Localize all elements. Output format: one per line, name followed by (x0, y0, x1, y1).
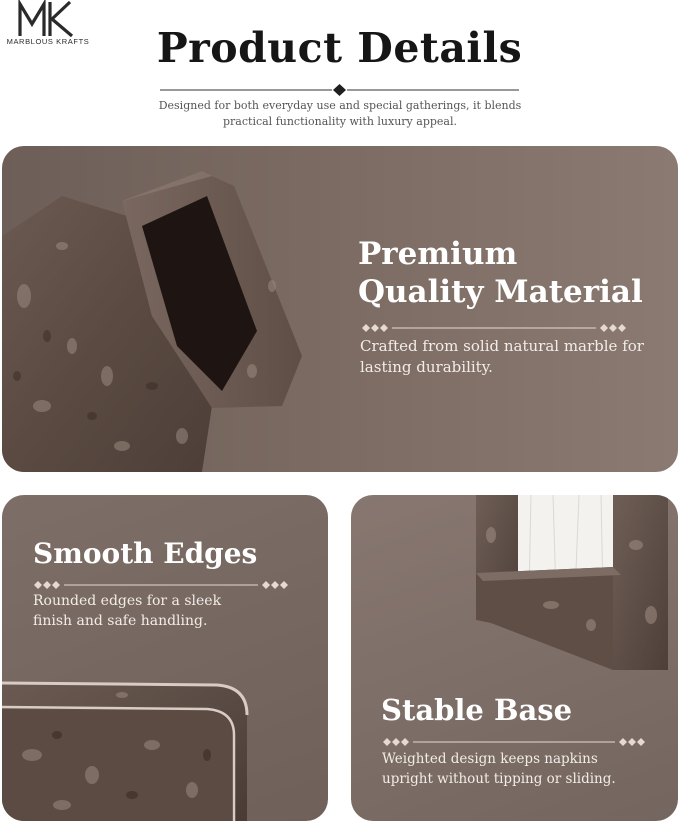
feature-heading-stable-base: Stable Base (381, 693, 573, 727)
feature-heading-line1: Premium (358, 236, 518, 272)
feature-divider (362, 324, 626, 332)
feature-heading-smooth-edges: Smooth Edges (33, 537, 258, 570)
feature-card-stable-base (351, 495, 678, 821)
feature-card-premium-material (2, 146, 678, 472)
marble-edge-image (2, 675, 328, 821)
feature-card-smooth-edges (2, 495, 328, 821)
feature-description-premium: Crafted from solid natural marble for lasting durability. (360, 337, 644, 376)
marble-napkin-holder-image (461, 495, 678, 675)
page-title: Product Details (156, 24, 523, 72)
feature-heading-premium (358, 236, 643, 312)
feature-heading-line2: Quality Material (358, 273, 643, 310)
brand-name: MARBLOUS KRAFTS (6, 37, 90, 46)
feature-divider (383, 738, 645, 746)
feature-description-smooth-edges: Rounded edges for a sleek finish and safe handling. (33, 593, 222, 629)
feature-description-stable-base: Weighted design keeps napkins upright without tipping or sliding. (382, 751, 616, 787)
title-divider (160, 84, 519, 96)
marble-holder-image (2, 146, 322, 472)
feature-divider (34, 581, 288, 589)
page-subtitle: Designed for both everyday use and special gatherings, it blends practical functionality with luxury appeal. (158, 99, 522, 128)
